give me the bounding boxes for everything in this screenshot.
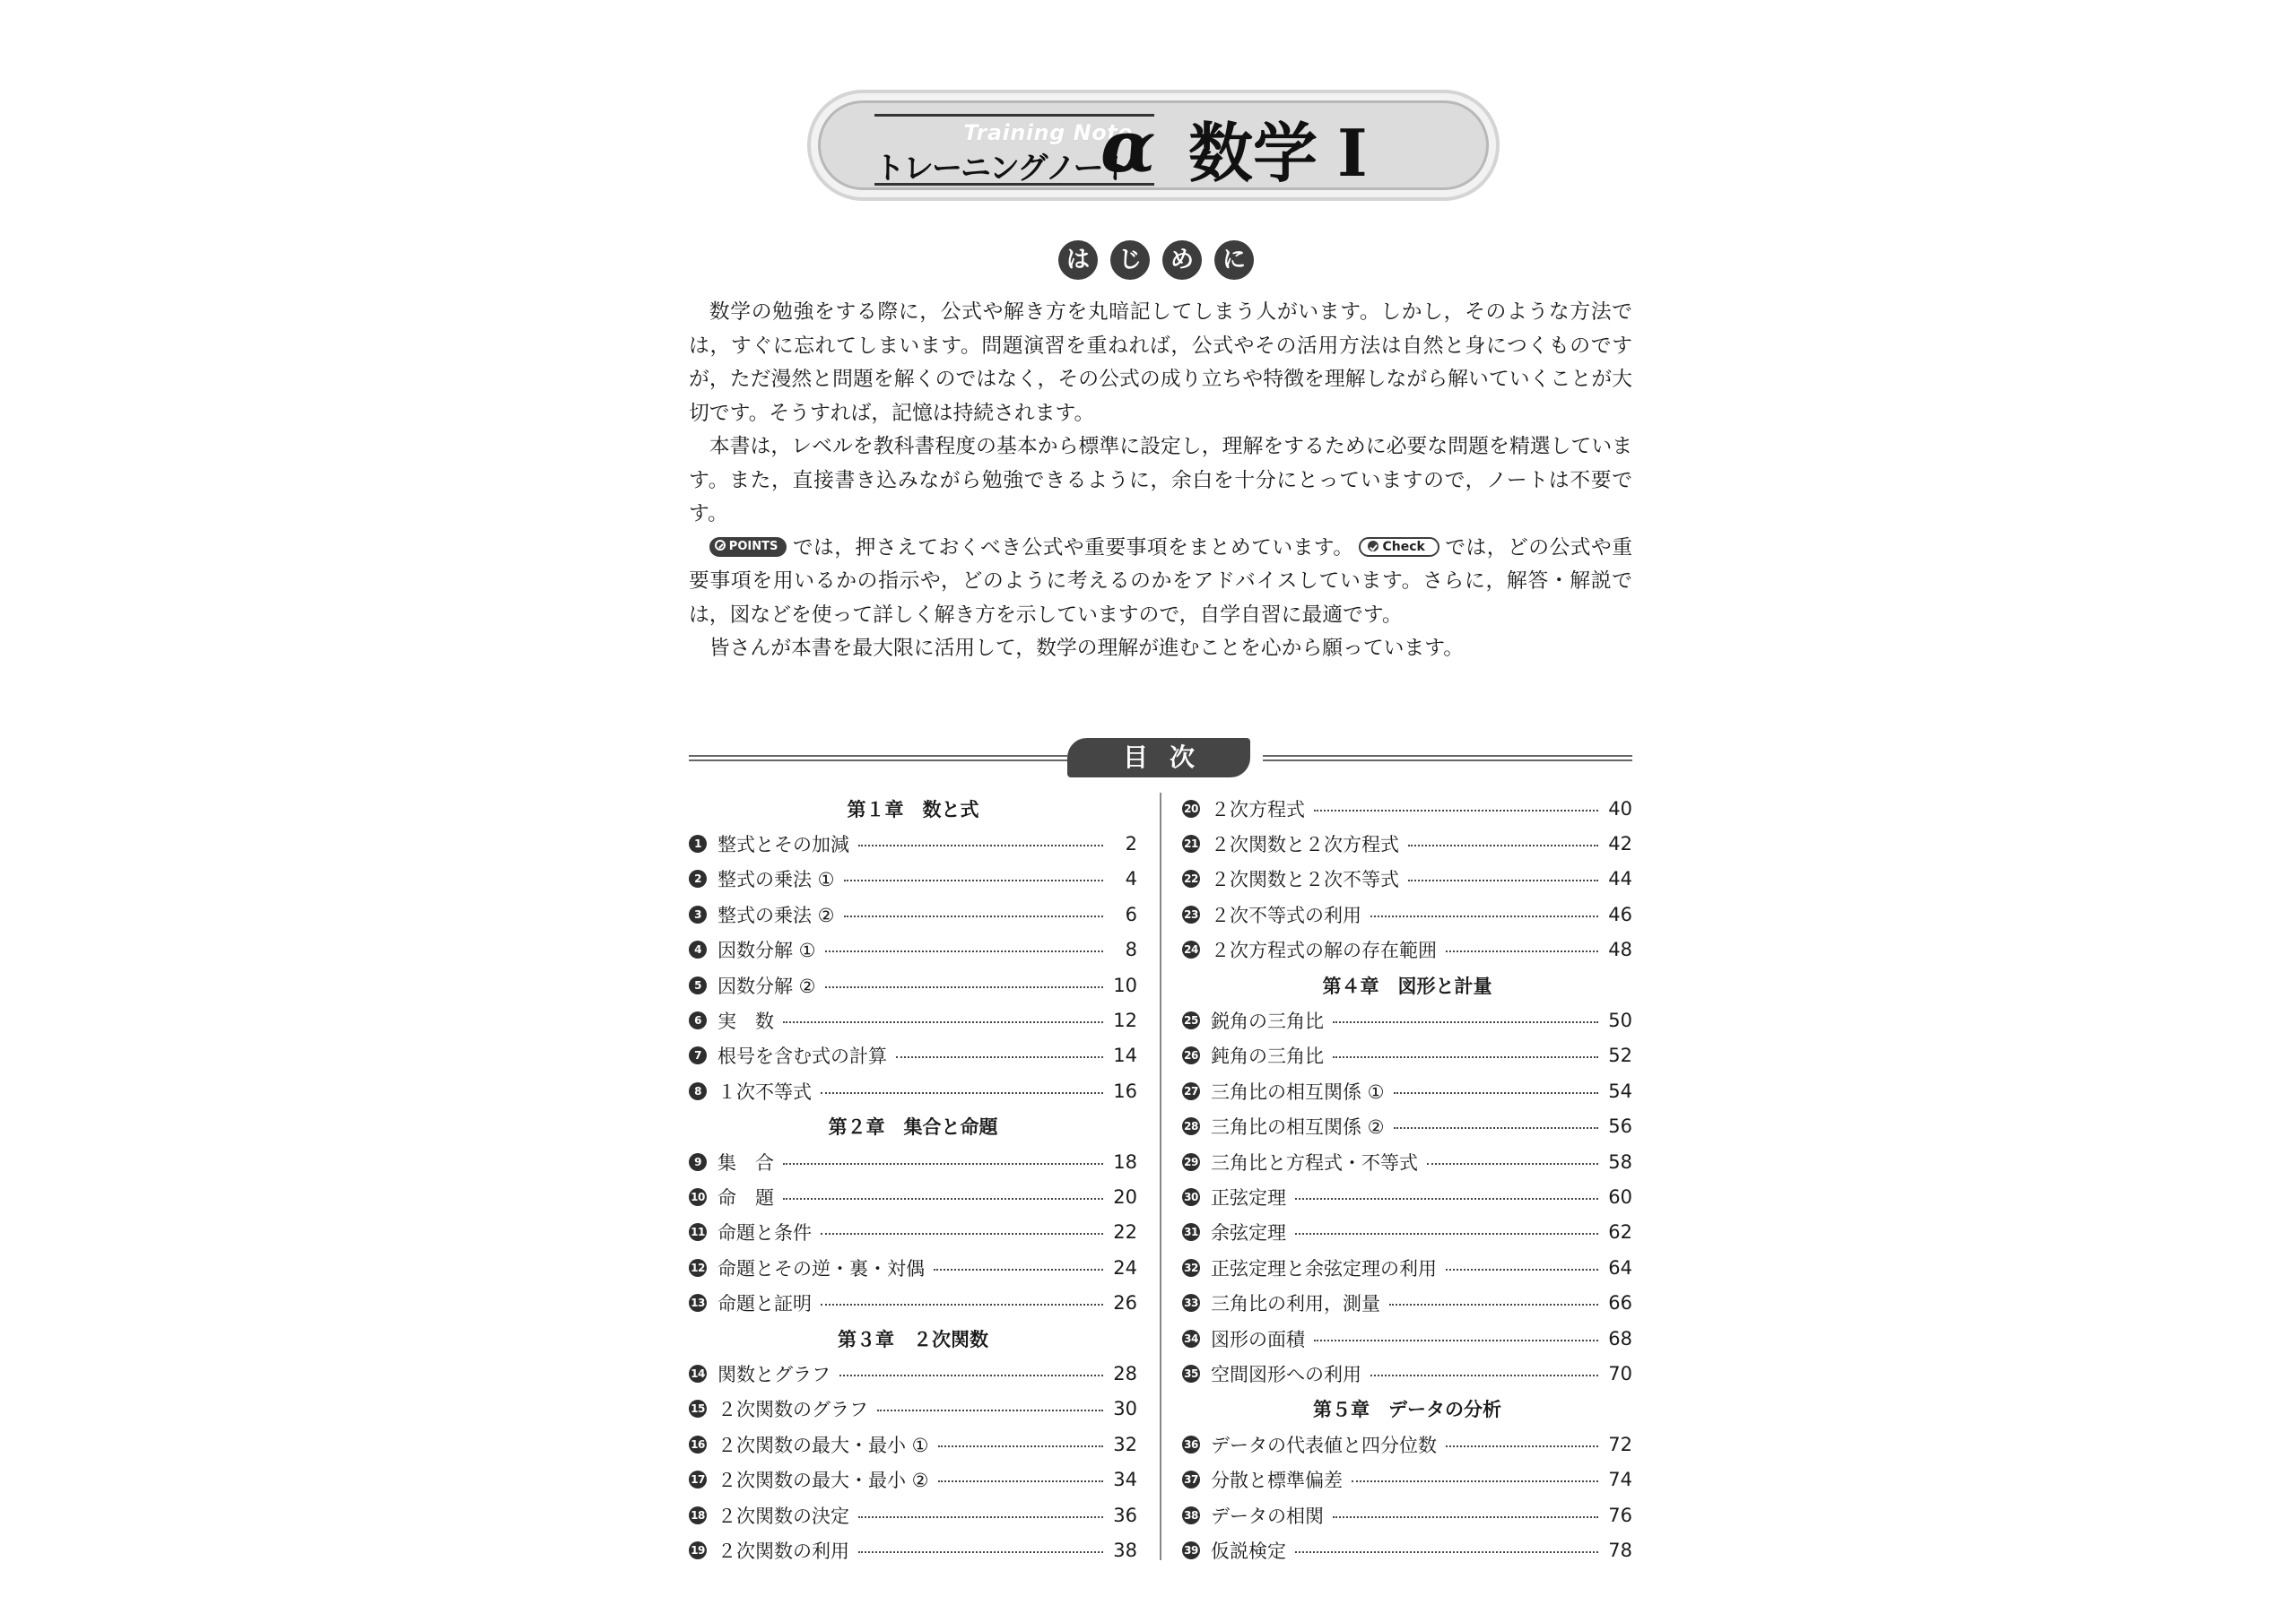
toc-entry[interactable] [1182,1073,1632,1108]
toc-entry-number: 34 [1182,1330,1200,1348]
toc-entry-title: データの相関 [1211,1505,1324,1527]
toc-dot-leader [1446,1445,1598,1447]
toc-entry-number: 36 [1182,1436,1200,1454]
toc-dot-leader [783,1198,1103,1200]
toc-entry-title: 鋭角の三角比 [1211,1011,1324,1033]
toc-dot-leader [1394,1092,1598,1094]
toc-dot-leader [825,950,1103,952]
toc-dot-leader [877,1410,1103,1411]
toc-dot-leader [1427,1163,1598,1165]
toc-entry-number: 6 [689,1011,707,1029]
toc-entry-title: １次不等式 [718,1081,812,1103]
toc-entry-number: 37 [1182,1471,1200,1488]
checkmark-icon [1368,541,1378,551]
toc-entry-number: 17 [689,1471,707,1488]
toc-entry-number: 1 [689,835,707,853]
check-badge-label: Check [1382,539,1425,554]
toc-dot-leader [783,1021,1103,1023]
toc-dot-leader [783,1163,1103,1165]
toc-entry-title: 因数分解 ① [718,940,816,962]
toc-entry-page: 22 [1113,1221,1137,1244]
toc-entry-number: 35 [1182,1365,1200,1383]
toc-rule-left [689,755,1067,761]
toc-entry-number: 7 [689,1046,707,1064]
toc-entry-number: 13 [689,1294,707,1312]
intro-heading [1058,240,1254,280]
toc-entry-title: 余弦定理 [1211,1222,1286,1245]
toc-dot-leader [938,1480,1103,1482]
toc-dot-leader [821,1233,1103,1235]
toc-entry-title: ２次関数の決定 [718,1505,849,1527]
toc-entry-page: 24 [1113,1256,1137,1279]
toc-entry-title: 正弦定理 [1211,1186,1286,1209]
toc-dot-leader [1314,1340,1598,1341]
toc-entry-title: 三角比と方程式・不等式 [1211,1151,1418,1174]
toc-dot-leader [1389,1304,1598,1306]
toc-entry-page: 32 [1113,1433,1137,1455]
toc-entry-page: 50 [1608,1010,1632,1032]
toc-entry-page: 70 [1608,1362,1632,1384]
toc-dot-leader [839,1375,1103,1376]
toc-entry[interactable] [689,1144,1137,1179]
toc-entry[interactable] [1182,1179,1632,1214]
toc-chapter-heading: 第５章 データの分析 [1313,1399,1501,1421]
toc-entry-title: 根号を含む式の計算 [718,1046,887,1068]
toc-entry-page: 78 [1608,1539,1632,1561]
toc-entry-page: 20 [1113,1185,1137,1208]
toc-entry[interactable] [689,826,1137,861]
toc-entry[interactable] [689,1073,1137,1108]
toc-entry[interactable] [1182,862,1632,897]
toc-dot-leader [896,1056,1103,1058]
toc-entry-title: 図形の面積 [1211,1328,1305,1350]
toc-entry-page: 30 [1113,1398,1137,1420]
toc-chapter-heading: 第１章 数と式 [847,798,979,820]
toc-entry-title: 整式とその加減 [718,834,849,856]
toc-entry-number: 14 [689,1365,707,1383]
toc-entry-page: 12 [1113,1010,1137,1032]
intro-heading-char: に [1214,240,1254,280]
toc-dot-leader [1408,845,1598,846]
toc-title: 目次 [1067,738,1250,777]
toc-entry-page: 58 [1608,1150,1632,1173]
toc-column-divider [1160,793,1161,1560]
toc-entry-number: 22 [1182,870,1200,888]
toc-entry-title: 三角比の利用，測量 [1211,1293,1380,1315]
toc-entry-title: 命題と条件 [718,1222,812,1245]
toc-entry-title: 実 数 [718,1011,774,1033]
toc-entry[interactable] [689,1392,1137,1427]
brand-english: Training Note [963,120,1133,145]
toc-entry-title: 命 題 [718,1186,774,1209]
toc-entry[interactable] [1182,1321,1632,1356]
toc-entry[interactable] [1182,933,1632,968]
toc-entry-page: 42 [1608,833,1632,855]
subject-name: 数学 [1188,116,1318,191]
points-badge-label: POINTS [728,539,778,553]
toc-entry[interactable] [689,1462,1137,1497]
toc-entry-page: 18 [1113,1150,1137,1173]
toc-entry-number: 23 [1182,906,1200,924]
toc-entry[interactable] [1182,1109,1632,1144]
toc-entry-title: 命題と証明 [718,1293,812,1315]
toc-entry-page: 46 [1608,903,1632,925]
toc-entry-title: ２次関数のグラフ [718,1399,868,1421]
toc-entry[interactable] [689,1285,1137,1320]
toc-entry-title: 空間図形への利用 [1211,1363,1361,1385]
intro-paragraph-4: 皆さんが本書を最大限に活用して，数学の理解が進むことを心から願っています。 [709,637,1465,660]
subject-level: Ⅰ [1337,115,1368,191]
intro-paragraph-1: 数学の勉強をする際に，公式や解き方を丸暗記してしまう人がいます。しかし，そのような方法では，すぐに忘れてしまいます。問題演習を重ねれば，公式やその活用方法は自然と身につくものですが，ただ漫然と問題を解くのではなく，その公式の成り立ちや特徴を理解しながら解いていくことが大切です。そうすれば，記憶は持続されます。 [689,300,1632,425]
toc-entry-number: 26 [1182,1046,1200,1064]
toc-entry-number: 12 [689,1259,707,1277]
toc-dot-leader [821,1092,1103,1094]
intro-heading-char: は [1058,240,1098,280]
toc-entry-number: 33 [1182,1294,1200,1312]
intro-paragraph-2: 本書は，レベルを教科書程度の基本から標準に設定し，理解をするために必要な問題を精選しています。また，直接書き込みながら勉強できるように，余白を十分にとっていますので，ノートは不要です。 [689,435,1632,525]
subject-title [1188,114,1368,193]
toc-entry-number: 32 [1182,1259,1200,1277]
toc-dot-leader [858,1551,1103,1553]
toc-entry[interactable] [689,862,1137,897]
toc-dot-leader [844,880,1103,881]
toc-entry[interactable] [689,1250,1137,1285]
toc-dot-leader [858,845,1103,846]
toc-chapter-heading: 第４章 図形と計量 [1322,975,1492,997]
toc-entry-page: 40 [1608,797,1632,820]
toc-entry-page: 34 [1113,1469,1137,1491]
toc-entry-title: 三角比の相互関係 ② [1211,1116,1385,1139]
toc-entry[interactable] [1182,791,1632,826]
toc-dot-leader [1333,1021,1598,1023]
toc-entry-page: 60 [1608,1185,1632,1208]
toc-entry-title: 鈍角の三角比 [1211,1046,1324,1068]
intro-paragraph-3 [689,532,1632,633]
toc-entry[interactable] [1182,1215,1632,1250]
toc-entry-title: 因数分解 ② [718,975,816,997]
intro-paragraph-3b: では，どの公式や重要事項を用いるかの指示や，どのように考えるのかをアドバイスしています。さらに，解答・解説では，図などを使って詳しく解き方を示していますので，自学自習に最適です。 [689,535,1632,627]
intro-heading-char: め [1162,240,1202,280]
toc-entry-page: 6 [1125,903,1137,925]
toc-entry-number: 39 [1182,1541,1200,1559]
intro-heading-char: じ [1110,240,1150,280]
toc-chapter-heading: 第３章 ２次関数 [838,1328,988,1350]
toc-entry-title: ２次関数の最大・最小 ① [718,1434,929,1456]
toc-entry-title: ２次方程式 [1211,798,1305,820]
toc-entry-title: 正弦定理と余弦定理の利用 [1211,1257,1437,1280]
toc-entry-number: 18 [689,1506,707,1524]
toc-entry-number: 28 [1182,1117,1200,1135]
toc-rule-right [1263,755,1632,761]
toc-dot-leader [1446,1269,1598,1271]
toc-entry[interactable] [689,1002,1137,1037]
toc-entry-page: 76 [1608,1504,1632,1526]
toc-entry-title: 命題とその逆・裏・対偶 [718,1257,925,1280]
toc-entry-page: 14 [1113,1045,1137,1067]
brand-alpha: α [1100,104,1156,188]
toc-entry-title: ２次不等式の利用 [1211,904,1361,926]
brand-japanese: トレーニングノート [874,151,1131,187]
toc-entry-number: 24 [1182,941,1200,959]
toc-entry[interactable] [689,1215,1137,1250]
toc-entry-number: 4 [689,941,707,959]
toc-entry-page: 52 [1608,1045,1632,1067]
toc-entry-page: 74 [1608,1469,1632,1491]
toc-entry-page: 66 [1608,1292,1632,1315]
toc-entry-title: 集 合 [718,1151,774,1174]
toc-entry-number: 9 [689,1153,707,1171]
toc-entry-page: 28 [1113,1362,1137,1384]
toc-entry-page: 68 [1608,1327,1632,1350]
toc-entry-page: 62 [1608,1221,1632,1244]
toc-entry-page: 10 [1113,974,1137,996]
toc-entry-number: 19 [689,1541,707,1559]
points-badge [709,537,787,557]
toc-entry-number: 16 [689,1436,707,1454]
toc-entry[interactable] [689,897,1137,932]
toc-dot-leader [1370,1375,1598,1376]
toc-entry[interactable] [689,1532,1137,1567]
toc-entry[interactable] [1182,826,1632,861]
toc-dot-leader [858,1516,1103,1518]
toc-entry-number: 30 [1182,1188,1200,1206]
toc-entry-number: 15 [689,1400,707,1418]
toc-entry-page: 36 [1113,1504,1137,1526]
toc-dot-leader [1314,810,1598,812]
toc-entry-page: 4 [1125,868,1137,890]
toc-entry-number: 10 [689,1188,707,1206]
toc-entry[interactable] [689,1427,1137,1462]
toc-entry-title: 仮説検定 [1211,1540,1286,1562]
toc-entry-title: ２次関数の最大・最小 ② [718,1470,929,1492]
toc-entry-page: 48 [1608,939,1632,961]
toc-entry-number: 38 [1182,1506,1200,1524]
toc-dot-leader [938,1445,1103,1447]
toc-entry[interactable] [1182,1038,1632,1073]
toc-entry-page: 44 [1608,868,1632,890]
toc-entry-number: 8 [689,1082,707,1100]
toc-dot-leader [1295,1551,1598,1553]
toc-dot-leader [1352,1480,1598,1482]
toc-dot-leader [1295,1233,1598,1235]
toc-entry[interactable] [1182,1532,1632,1567]
toc-entry-page: 26 [1113,1292,1137,1315]
title-banner-inner [818,100,1489,190]
toc-entry[interactable] [1182,1427,1632,1462]
toc-entry-title: 関数とグラフ [718,1363,831,1385]
toc-left-column [689,791,1137,1568]
intro-paragraph-3a: では，押さえておくべき公式や重要事項をまとめています。 [792,535,1354,560]
toc-dot-leader [1295,1198,1598,1200]
toc-entry[interactable] [1182,897,1632,932]
toc-dot-leader [825,986,1103,988]
toc-entry-number: 3 [689,906,707,924]
toc-dot-leader [1333,1056,1598,1058]
toc-dot-leader [1394,1127,1598,1129]
toc-dot-leader [1408,880,1598,881]
toc-entry-title: 整式の乗法 ② [718,904,835,926]
toc-entry[interactable] [689,1356,1137,1391]
toc-dot-leader [1333,1516,1598,1518]
toc-entry-number: 11 [689,1223,707,1241]
toc-entry[interactable] [1182,1497,1632,1532]
toc-entry-title: ２次方程式の解の存在範囲 [1211,940,1437,962]
toc-dot-leader [844,916,1103,917]
toc-entry-page: 2 [1125,833,1137,855]
toc-entry-number: 25 [1182,1011,1200,1029]
toc-entry[interactable] [1182,1144,1632,1179]
toc-entry-page: 72 [1608,1433,1632,1455]
toc-entry-page: 64 [1608,1256,1632,1279]
toc-entry-page: 38 [1113,1539,1137,1561]
toc-entry[interactable] [1182,1356,1632,1391]
toc-dot-leader [934,1269,1103,1271]
toc-entry[interactable] [1182,1462,1632,1497]
toc-entry-title: ２次関数と２次不等式 [1211,869,1399,891]
toc-dot-leader [1370,916,1598,917]
toc-entry[interactable] [1182,1250,1632,1285]
toc-entry-number: 27 [1182,1082,1200,1100]
toc-entry-title: ２次関数と２次方程式 [1211,834,1399,856]
pencil-icon [715,540,726,551]
toc-entry[interactable] [689,933,1137,968]
toc-dot-leader [1446,950,1598,952]
toc-entry[interactable] [689,968,1137,1002]
toc-entry-number: 29 [1182,1153,1200,1171]
toc-entry-number: 20 [1182,800,1200,818]
toc-dot-leader [821,1304,1103,1306]
toc-chapter-heading: 第２章 集合と命題 [828,1116,998,1139]
toc-entry[interactable] [689,1497,1137,1532]
toc-entry-page: 56 [1608,1115,1632,1138]
toc-entry[interactable] [1182,1002,1632,1037]
toc-entry-page: 16 [1113,1080,1137,1102]
toc-entry-number: 21 [1182,835,1200,853]
toc-entry-title: 三角比の相互関係 ① [1211,1081,1385,1103]
check-badge [1359,537,1439,557]
toc-entry-page: 8 [1125,939,1137,961]
toc-entry-page: 54 [1608,1080,1632,1102]
toc-entry[interactable] [689,1179,1137,1214]
toc-entry-number: 2 [689,870,707,888]
title-banner [807,90,1500,201]
toc-entry-title: 分散と標準偏差 [1211,1470,1343,1492]
toc-entry-number: 5 [689,976,707,994]
intro-text [689,296,1632,666]
toc-entry[interactable] [1182,1285,1632,1320]
toc-entry-title: 整式の乗法 ① [718,869,835,891]
toc-right-column [1182,791,1632,1568]
toc-entry-number: 31 [1182,1223,1200,1241]
toc-entry[interactable] [689,1038,1137,1073]
toc-entry-title: データの代表値と四分位数 [1211,1434,1437,1456]
toc-entry-title: ２次関数の利用 [718,1540,849,1562]
